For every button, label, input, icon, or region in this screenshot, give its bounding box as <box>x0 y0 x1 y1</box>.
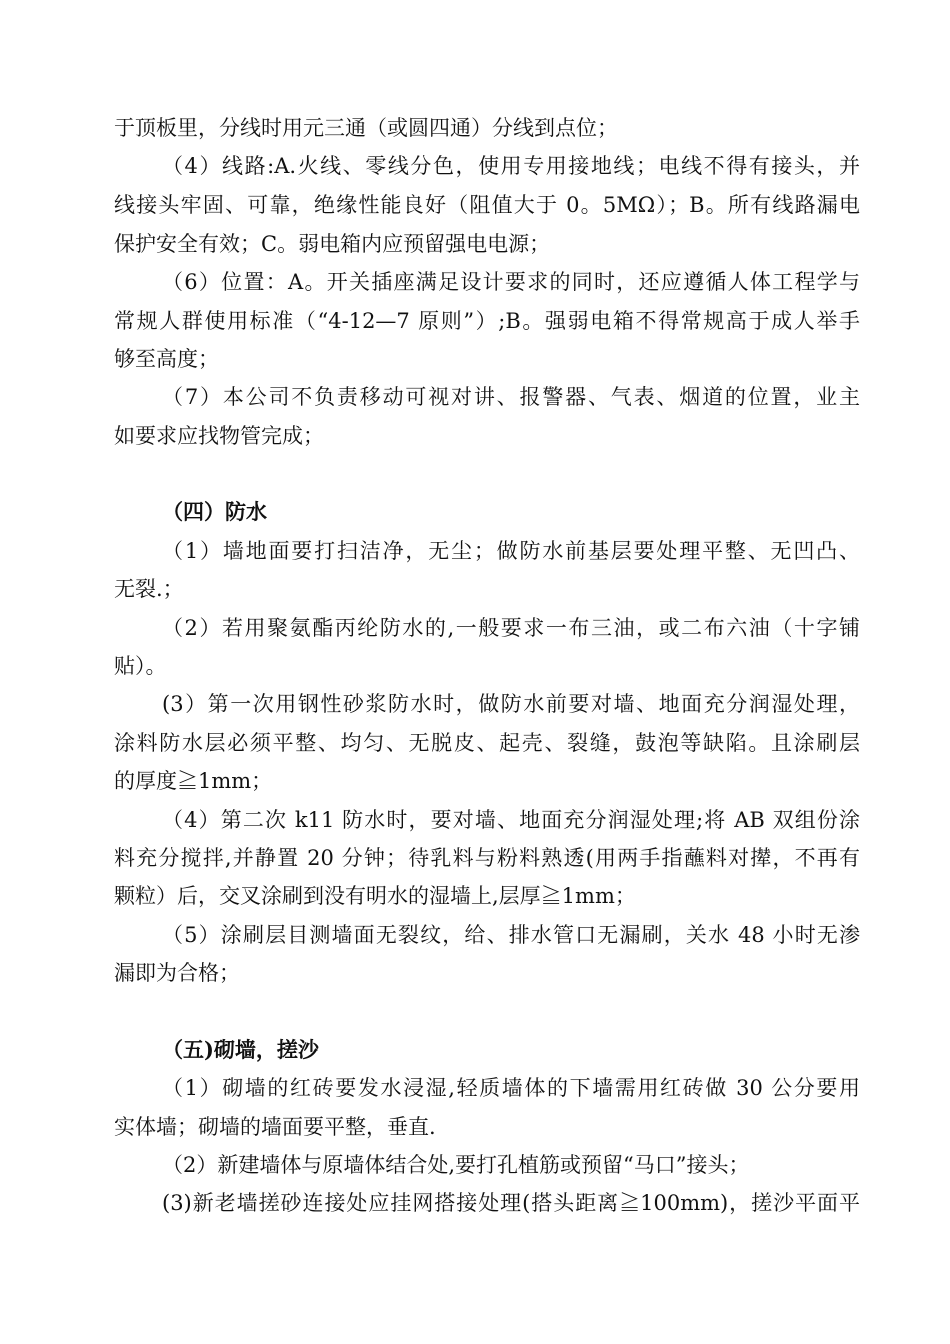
paragraph-line: 于顶板里，分线时用元三通（或圆四通）分线到点位； <box>114 116 618 140</box>
section-heading-waterproofing: （四）防水 <box>162 499 267 524</box>
paragraph-line: 的厚度≧1mm； <box>114 769 273 793</box>
paragraph-line: 常规人群使用标准（“4-12—7 原则”）;B。强弱电箱不得常规高于成人举手 <box>114 309 860 333</box>
paragraph-line: 保护安全有效；C。弱电箱内应预留强电电源； <box>114 232 551 256</box>
paragraph-line: （1）砌墙的红砖要发水浸湿,轻质墙体的下墙需用红砖做 30 公分要用 <box>162 1076 860 1100</box>
paragraph-line: （4）第二次 k11 防水时，要对墙、地面充分润湿处理;将 AB 双组份涂 <box>162 808 860 832</box>
paragraph-line: 线接头牢固、可靠，绝缘性能良好（阻值大于 0。5MΩ）；B。所有线路漏电 <box>114 193 860 217</box>
paragraph-line: 颗粒）后，交叉涂刷到没有明水的湿墙上,层厚≧1mm； <box>114 884 636 908</box>
paragraph-line: 贴）。 <box>114 654 167 678</box>
paragraph-line: （2）若用聚氨酯丙纶防水的,一般要求一布三油，或二布六油（十字铺 <box>162 616 860 640</box>
paragraph-line: 涂料防水层必须平整、均匀、无脱皮、起壳、裂缝，鼓泡等缺陷。且涂刷层 <box>114 731 860 755</box>
paragraph-line: （6）位置：A。开关插座满足设计要求的同时，还应遵循人体工程学与 <box>162 270 860 294</box>
paragraph-line: （7）本公司不负责移动可视对讲、报警器、气表、烟道的位置，业主 <box>162 385 860 409</box>
paragraph-line: 漏即为合格； <box>114 961 240 985</box>
paragraph-line: 如要求应找物管完成； <box>114 424 324 448</box>
paragraph-line: （2）新建墙体与原墙体结合处,要打孔植筋或预留“马口”接头； <box>162 1153 750 1177</box>
paragraph-line: （1）墙地面要打扫洁净，无尘；做防水前基层要处理平整、无凹凸、 <box>162 539 860 563</box>
paragraph-line: （4）线路:A.火线、零线分色，使用专用接地线；电线不得有接头，并 <box>162 154 860 178</box>
paragraph-line: (3）第一次用钢性砂浆防水时，做防水前要对墙、地面充分润湿处理， <box>162 692 860 716</box>
paragraph-line: 无裂.； <box>114 577 184 601</box>
paragraph-line: （5）涂刷层目测墙面无裂纹，给、排水管口无漏刷，关水 48 小时无渗 <box>162 923 860 947</box>
paragraph-line: (3)新老墙搓砂连接处应挂网搭接处理(搭头距离≧100mm)，搓沙平面平 <box>162 1191 860 1215</box>
paragraph-line: 料充分搅拌,并静置 20 分钟；待乳料与粉料熟透(用两手指蘸料对撵，不再有 <box>114 846 860 870</box>
section-heading-masonry: （五)砌墙，搓沙 <box>162 1037 319 1062</box>
paragraph-line: 实体墙；砌墙的墙面要平整，垂直. <box>114 1115 436 1139</box>
paragraph-line: 够至高度； <box>114 347 219 371</box>
